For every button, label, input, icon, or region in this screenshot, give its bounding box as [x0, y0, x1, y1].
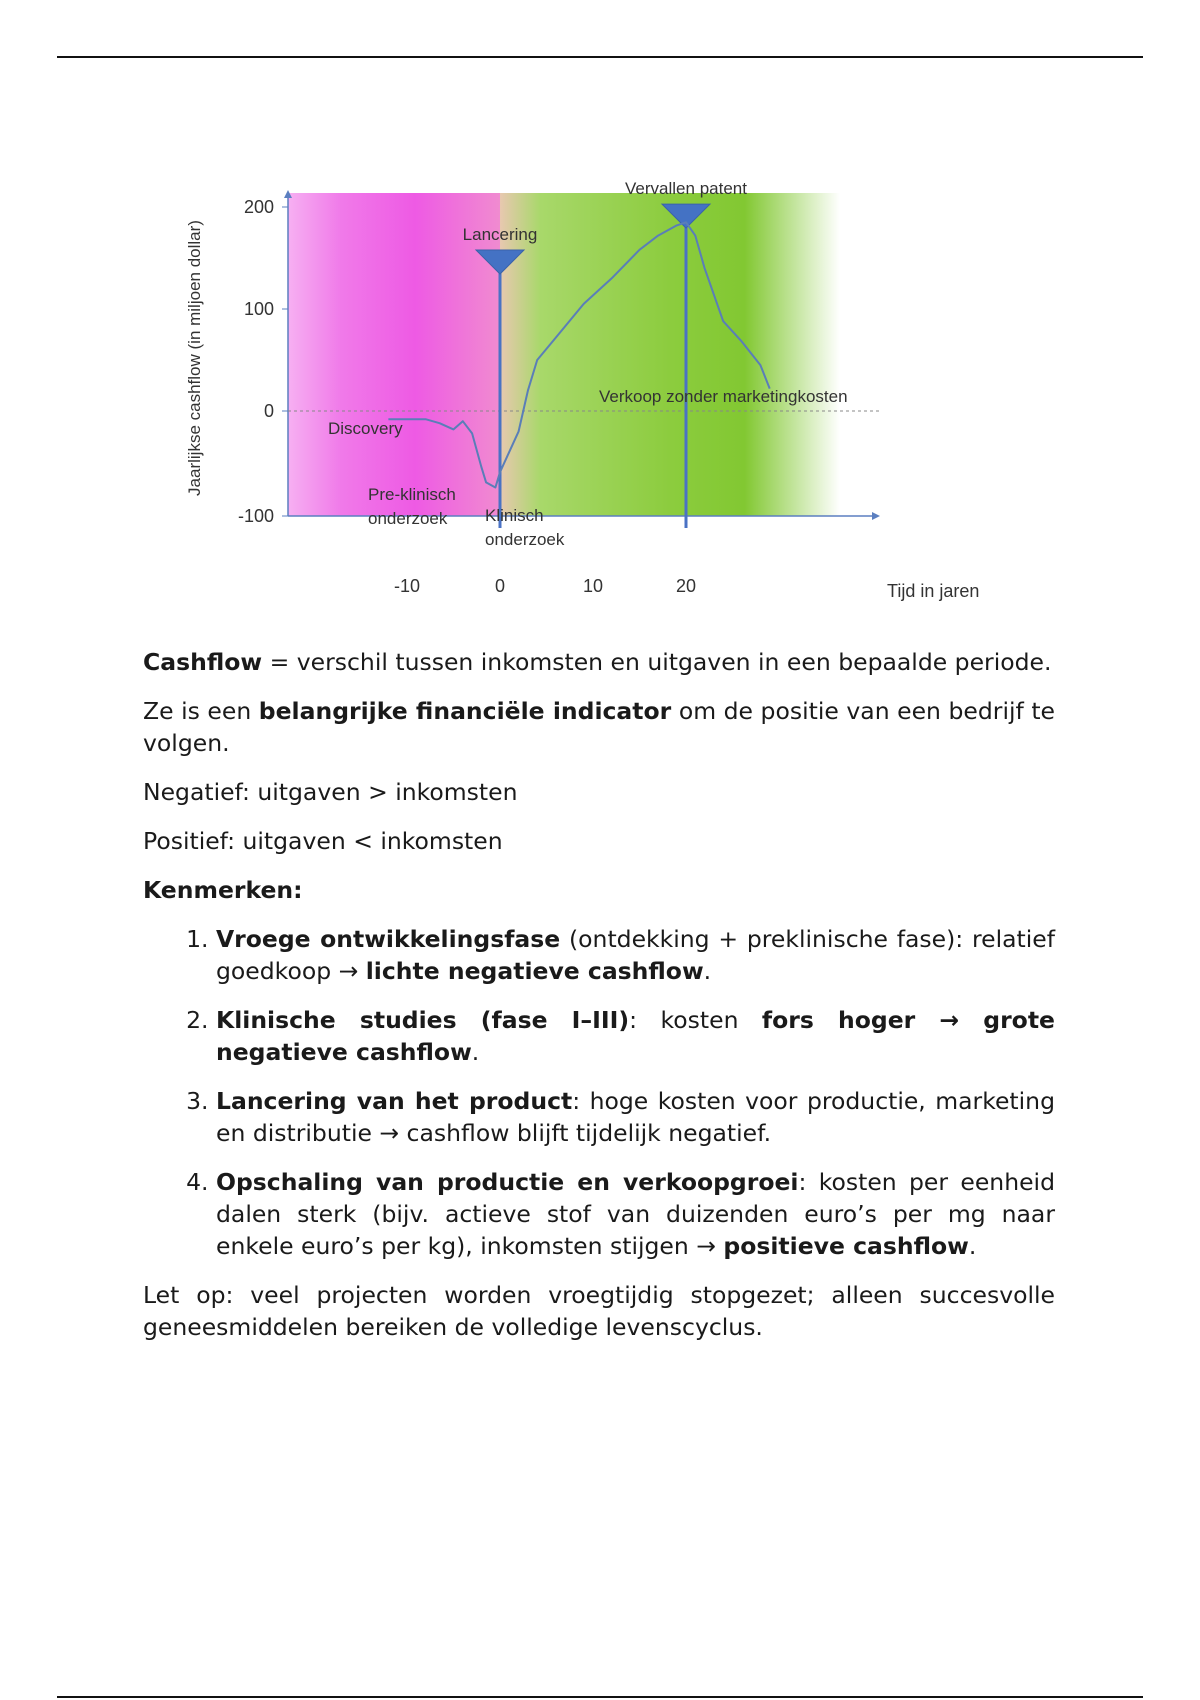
item-end: . — [703, 957, 712, 985]
text-segment: Ze is een — [143, 697, 259, 725]
annotation-preklinisch-2: onderzoek — [368, 509, 448, 528]
item-title: Opschaling van productie en verkoopgroei — [216, 1168, 799, 1196]
x-axis-arrow — [872, 512, 880, 520]
marker-label-lancering: Lancering — [462, 225, 538, 244]
cashflow-chart — [180, 178, 1020, 608]
bottom-rule — [57, 1696, 1143, 1698]
annotation-discovery: Discovery — [328, 419, 403, 438]
item-end: . — [968, 1232, 977, 1260]
x-tick-label: 0 — [494, 576, 506, 596]
paragraph-let-op: Let op: veel projecten worden vroegtijdig stopgezet; alleen succesvolle geneesmiddelen bereiken de volledige levenscyclus. — [143, 1281, 1055, 1341]
item-emphasis: lichte negatieve cashflow — [365, 957, 704, 985]
kenmerken-list — [143, 923, 1055, 1262]
paragraph-negatief: Negatief: uitgaven > inkomsten — [143, 778, 518, 806]
text-segment: om de positie van een bedrijf te volgen. — [143, 697, 1056, 757]
bold-indicator: belangrijke financiële indicator — [258, 697, 672, 725]
list-item — [216, 1166, 1055, 1262]
item-emphasis: fors hoger → grote negatieve cashflow — [216, 1006, 1055, 1066]
x-tick-label: 10 — [582, 576, 604, 596]
item-text: : kosten per eenheid dalen sterk (bijv. actieve stof van duizenden euro’s per mg naar enkele euro’s per kg), inkomsten stijgen → — [216, 1168, 1055, 1260]
list-item — [216, 1085, 1055, 1149]
phase-background-commercialisatie — [500, 193, 840, 516]
paragraph-indicator — [143, 695, 1055, 759]
annotation-klinisch-2: onderzoek — [485, 530, 565, 549]
annotation-klinisch-1: Klinisch — [485, 506, 544, 525]
item-title: Lancering van het product — [216, 1087, 573, 1115]
x-axis-label: Tijd in jaren — [887, 581, 980, 601]
annotation-verkoop: Verkoop zonder marketingkosten — [599, 387, 848, 406]
item-title: Vroege ontwikkelingsfase — [216, 925, 561, 953]
kenmerken-label: Kenmerken: — [143, 876, 303, 904]
list-item — [216, 923, 1055, 987]
item-end: . — [471, 1038, 480, 1066]
paragraph-positief: Positief: uitgaven < inkomsten — [143, 827, 503, 855]
annotation-preklinisch-1: Pre-klinisch — [368, 485, 456, 504]
y-axis-label: Jaarlijkse cashflow (in miljoen dollar) — [185, 220, 204, 496]
y-tick-label: -100 — [237, 506, 274, 526]
x-tick-label: 20 — [675, 576, 697, 596]
top-rule — [57, 56, 1143, 58]
list-item — [216, 1004, 1055, 1068]
item-text: (ontdekking + preklinische fase): relatief goedkoop → — [216, 925, 1055, 985]
y-tick-label: 100 — [243, 299, 274, 319]
term-cashflow: Cashflow — [143, 648, 263, 676]
marker-label-vervallen-patent: Vervallen patent — [625, 179, 747, 199]
y-tick-label: 200 — [243, 197, 274, 217]
item-title: Klinische studies (fase I–III) — [216, 1006, 630, 1034]
item-text: : hoge kosten voor productie, marketing en distributie → cashflow blijft tijdelijk negatief. — [216, 1087, 1055, 1147]
definition-text: = verschil tussen inkomsten en uitgaven in een bepaalde periode. — [262, 648, 1052, 676]
body-text — [143, 646, 1055, 1360]
y-tick-label: 0 — [263, 401, 274, 421]
cashflow-chart-svg — [180, 178, 1020, 608]
heading-kenmerken — [143, 874, 1055, 906]
x-tick-label: -10 — [393, 576, 421, 596]
item-emphasis: positieve cashflow — [723, 1232, 969, 1260]
item-text: : kosten — [629, 1006, 762, 1034]
paragraph-cashflow-definition — [143, 646, 1055, 678]
